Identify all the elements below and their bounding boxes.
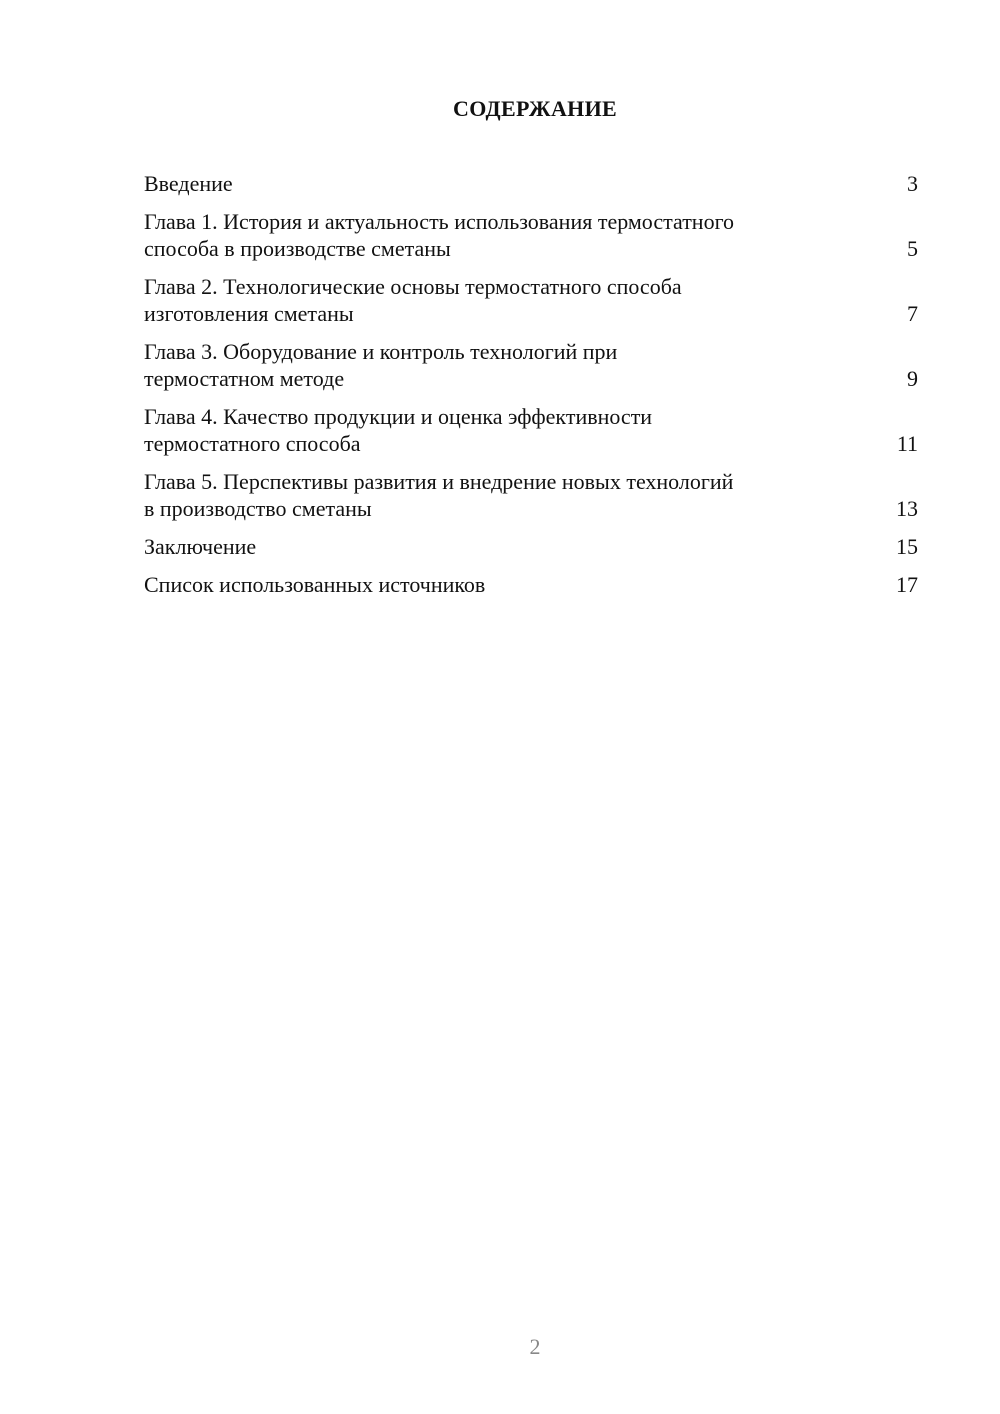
toc-entry-line: термостатном методе	[144, 366, 345, 391]
toc-entry-introduction	[144, 170, 918, 197]
toc-entry-conclusion	[144, 533, 918, 560]
toc-entry-chapter-4	[144, 403, 918, 457]
toc-entry-page: 3	[907, 171, 918, 196]
toc-entry-line: в производство сметаны	[144, 496, 372, 521]
toc-entry-line: термостатного способа	[144, 431, 361, 456]
toc-entry-chapter-3	[144, 338, 918, 392]
toc-entry-line: Глава 2. Технологические основы термостатного способа	[144, 274, 682, 299]
toc-entry-chapter-2	[144, 273, 918, 327]
toc-entry-page: 17	[896, 572, 918, 597]
toc-entry-title	[144, 170, 834, 197]
toc-entry-title	[144, 338, 834, 392]
toc-entry-page: 5	[907, 236, 918, 261]
toc-entry-page: 7	[907, 301, 918, 326]
toc-entry-title	[144, 533, 834, 560]
page-title: СОДЕРЖАНИЕ	[453, 96, 617, 121]
table-of-contents	[144, 170, 918, 609]
toc-entry-line: изготовления сметаны	[144, 301, 354, 326]
toc-entry-page: 11	[896, 431, 918, 456]
toc-entry-line: Заключение	[144, 534, 257, 559]
toc-entry-line: Глава 1. История и актуальность использования термостатного	[144, 209, 735, 234]
toc-entry-line: Глава 4. Качество продукции и оценка эффективности	[144, 404, 653, 429]
toc-entry-chapter-1	[144, 208, 918, 262]
toc-entry-references	[144, 571, 918, 598]
toc-entry-chapter-5	[144, 468, 918, 522]
toc-entry-line: Список использованных источников	[144, 572, 486, 597]
page-number: 2	[529, 1334, 541, 1359]
toc-entry-page: 15	[896, 534, 918, 559]
toc-entry-line: способа в производстве сметаны	[144, 236, 451, 261]
toc-entry-title	[144, 273, 834, 327]
toc-entry-line: Глава 5. Перспективы развития и внедрение новых технологий	[144, 469, 734, 494]
toc-entry-page: 13	[896, 496, 918, 521]
toc-entry-title	[144, 208, 834, 262]
toc-entry-page: 9	[907, 366, 918, 391]
toc-entry-title	[144, 403, 834, 457]
toc-entry-line: Введение	[144, 171, 233, 196]
toc-entry-title	[144, 468, 834, 522]
toc-entry-line: Глава 3. Оборудование и контроль технологий при	[144, 339, 618, 364]
toc-entry-title	[144, 571, 834, 598]
